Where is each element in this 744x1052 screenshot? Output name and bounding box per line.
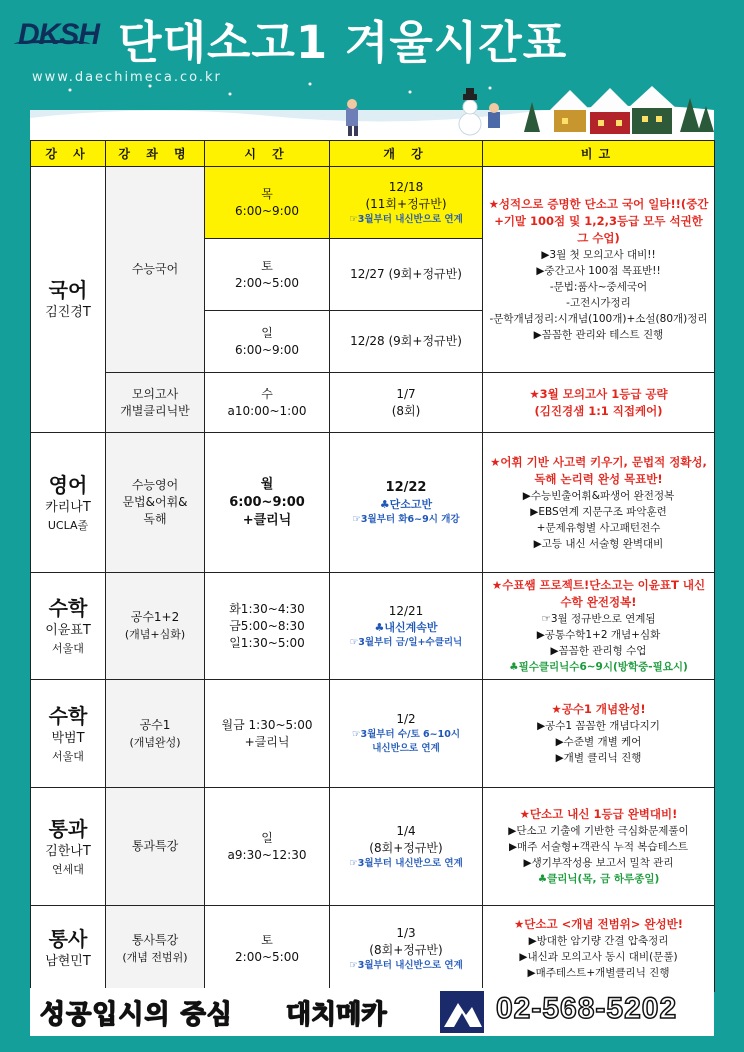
time-cell: 월 6:00~9:00 +클리닉 bbox=[205, 433, 330, 573]
teacher-math-park: 수학 박범T 서울대 bbox=[31, 680, 106, 788]
remark-korean-mock: ★3월 모의고사 1등급 공략 (김진경샘 1:1 직접케어) bbox=[483, 373, 715, 433]
course-english: 수능영어 문법&어휘& 독해 bbox=[106, 433, 205, 573]
table-row bbox=[31, 788, 715, 906]
table-row bbox=[31, 167, 715, 239]
time-cell: 일 a9:30~12:30 bbox=[205, 788, 330, 906]
remark-science: ★단소고 내신 1등급 완벽대비! ▶단소고 기출에 기반한 극심화문제풀이 ▶매주 서술형+객관식 누적 복습테스트 ▶생기부작성용 보고서 밀착 관리 ♣클리닉(목, 금 하루종일) bbox=[483, 788, 715, 906]
course-math-lee: 공수1+2 (개념+심화) bbox=[106, 573, 205, 680]
start-cell: 1/2 ☞3월부터 수/토 6~10시 내신반으로 연계 bbox=[330, 680, 483, 788]
start-cell: 1/7 (8회) bbox=[330, 373, 483, 433]
mountain-logo-icon bbox=[440, 991, 484, 1033]
remark-social: ★단소고 <개념 전범위> 완성반! ▶방대한 암기량 간결 압축정리 ▶내신과 모의고사 동시 대비(문풀) ▶매주테스트+개별클리닉 진행 bbox=[483, 906, 715, 992]
time-cell: 토 2:00~5:00 bbox=[205, 239, 330, 311]
time-cell: 수 a10:00~1:00 bbox=[205, 373, 330, 433]
course-social: 통사특강 (개념 전범위) bbox=[106, 906, 205, 992]
start-cell: 1/3 (8회+정규반) ☞3월부터 내신반으로 연계 bbox=[330, 906, 483, 992]
col-header-start: 개 강 bbox=[330, 141, 483, 167]
teacher-korean: 국어 김진경T bbox=[31, 167, 106, 433]
course-korean: 수능국어 bbox=[106, 167, 205, 373]
remark-korean: ★성적으로 증명한 단소고 국어 일타!!(중간+기말 100점 및 1,2,3등급 모두 석권한 그 수업) ▶3월 첫 모의고사 대비!! ▶중간고사 100점 목표반!! -문법:품사~중세국어 -고전시가정리 -문학개념정리:시개념(100개)+소설(80개)정리 ▶꼼꼼한 관리와 테스트 진행 bbox=[483, 167, 715, 373]
time-cell: 월금 1:30~5:00 +클리닉 bbox=[205, 680, 330, 788]
time-cell: 화1:30~4:30 금5:00~8:30 일1:30~5:00 bbox=[205, 573, 330, 680]
start-cell: 12/28 (9회+정규반) bbox=[330, 311, 483, 373]
col-header-course: 강 좌 명 bbox=[106, 141, 205, 167]
table-row bbox=[31, 680, 715, 788]
teacher-english: 영어 카리나T UCLA졸 bbox=[31, 433, 106, 573]
website-url: www.daechimeca.co.kr bbox=[32, 70, 222, 85]
footer-brand: 대치메카 bbox=[286, 1000, 387, 1030]
table-row bbox=[31, 573, 715, 680]
start-cell: 12/21 ♣내신계속반 ☞3월부터 금/일+수클리닉 bbox=[330, 573, 483, 680]
start-cell: 12/22 ♣단소고반 ☞3월부터 화6~9시 개강 bbox=[330, 433, 483, 573]
footer-banner bbox=[30, 988, 714, 1036]
course-math-park: 공수1 (개념완성) bbox=[106, 680, 205, 788]
course-science: 통과특강 bbox=[106, 788, 205, 906]
time-cell: 토 2:00~5:00 bbox=[205, 906, 330, 992]
start-cell: 12/27 (9회+정규반) bbox=[330, 239, 483, 311]
time-cell: 일 6:00~9:00 bbox=[205, 311, 330, 373]
header bbox=[0, 0, 744, 148]
col-header-teacher: 강 사 bbox=[31, 141, 106, 167]
course-korean-mock: 모의고사 개별클리닉반 bbox=[106, 373, 205, 433]
footer-phone: 02-568-5202 bbox=[496, 992, 678, 1025]
teacher-social: 통사 남현민T bbox=[31, 906, 106, 992]
start-cell: 12/18 (11회+정규반) ☞3월부터 내신반으로 연계 bbox=[330, 167, 483, 239]
table-row bbox=[31, 373, 715, 433]
table-row bbox=[31, 906, 715, 992]
dksh-logo: DKSH bbox=[14, 14, 94, 58]
col-header-remark: 비고 bbox=[483, 141, 715, 167]
remark-math-park: ★공수1 개념완성! ▶공수1 꼼꼼한 개념다지기 ▶수준별 개별 케어 ▶개별 클리닉 진행 bbox=[483, 680, 715, 788]
remark-english: ★어휘 기반 사고력 키우기, 문법적 정확성, 독해 논리력 완성 목표반! ▶수능빈출어휘&파생어 완전정복 ▶EBS연계 지문구조 파악훈련 +문제유형별 사고패턴전수 ▶고등 내신 서술형 완벽대비 bbox=[483, 433, 715, 573]
time-cell: 목 6:00~9:00 bbox=[205, 167, 330, 239]
footer-slogan: 성공입시의 중심 bbox=[40, 1000, 233, 1030]
remark-math-lee: ★수표쌤 프로젝트!단소고는 이윤표T 내신 수학 완전정복! ☞3월 정규반으로 연계됨 ▶공통수학1+2 개념+심화 ▶꼼꼼한 관리형 수업 ♣필수클리닉수6~9시(방학중-필요시) bbox=[483, 573, 715, 680]
winter-scene-illustration bbox=[30, 80, 714, 140]
schedule-table bbox=[30, 140, 715, 992]
teacher-math-lee: 수학 이윤표T 서울대 bbox=[31, 573, 106, 680]
start-cell: 1/4 (8회+정규반) ☞3월부터 내신반으로 연계 bbox=[330, 788, 483, 906]
col-header-time: 시 간 bbox=[205, 141, 330, 167]
table-row bbox=[31, 433, 715, 573]
teacher-science: 통과 김한나T 연세대 bbox=[31, 788, 106, 906]
page-title: 단대소고1 겨울시간표 bbox=[118, 16, 568, 69]
table-header-row bbox=[31, 141, 715, 167]
